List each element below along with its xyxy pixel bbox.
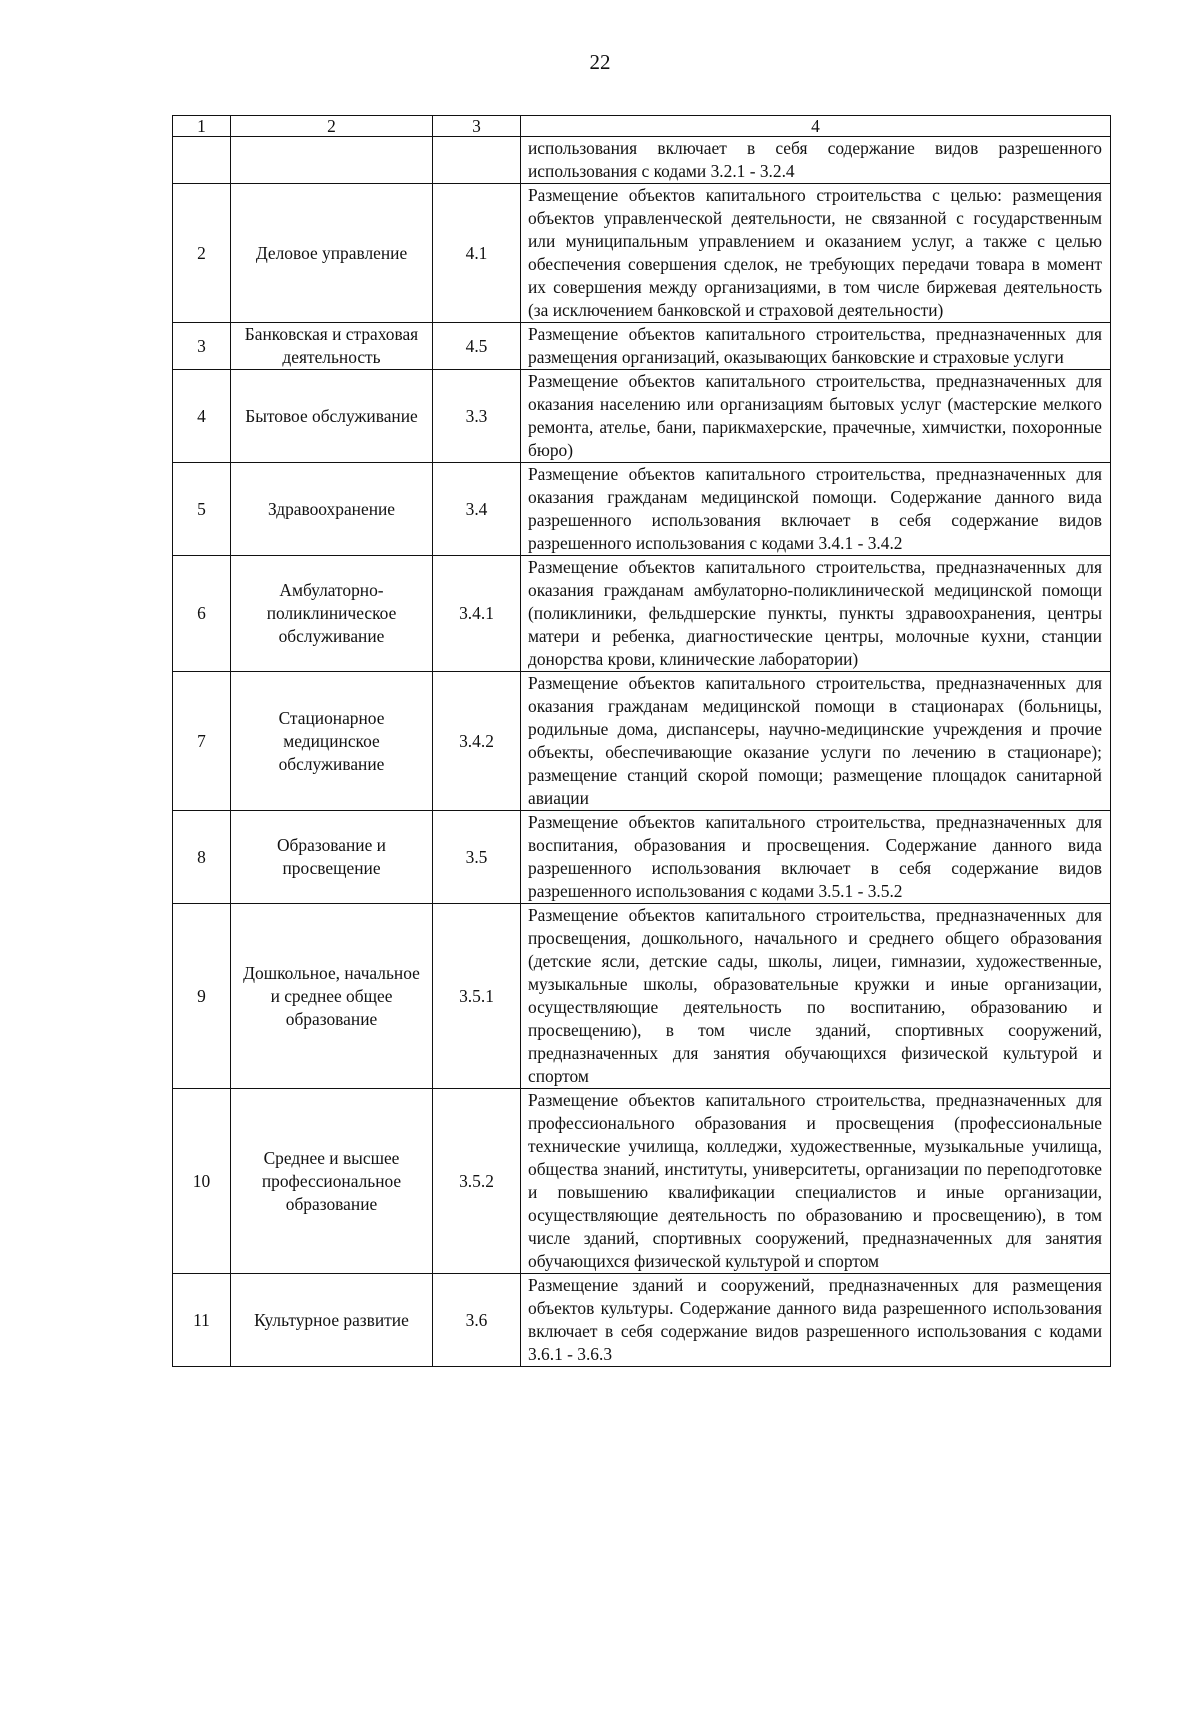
row-code: 3.5 <box>433 811 521 904</box>
row-description: Размещение объектов капитального строительства, предназначенных для просвещения, дошкольного, начального и среднего общего образования (детские ясли, детские сады, школы, лицеи, гимназии, художественные, музыкальные школы, образовательные кружки и иные организации, осуществляющие деятельность по воспитанию, образованию и просвещению), в том числе зданий, спортивных сооружений, предназначенных для занятия обучающихся физической культурой и спортом <box>521 904 1111 1089</box>
row-number: 2 <box>173 184 231 323</box>
row-number: 11 <box>173 1274 231 1367</box>
table-row <box>173 1274 1111 1367</box>
row-number: 10 <box>173 1089 231 1274</box>
row-name: Образование и просвещение <box>231 811 433 904</box>
row-number: 3 <box>173 323 231 370</box>
table-row <box>173 672 1111 811</box>
row-number: 9 <box>173 904 231 1089</box>
header-row <box>173 116 1111 137</box>
header-col-4: 4 <box>521 116 1111 137</box>
row-code: 4.5 <box>433 323 521 370</box>
table-row <box>173 1089 1111 1274</box>
header-col-1: 1 <box>173 116 231 137</box>
row-description: Размещение объектов капитального строительства, предназначенных для оказания гражданам медицинской помощи в стационарах (больницы, родильные дома, диспансеры, научно-медицинские учреждения и прочие объекты, обеспечивающие оказание услуги по лечению в стационаре); размещение станций скорой помощи; размещение площадок санитарной авиации <box>521 672 1111 811</box>
land-use-table <box>172 115 1111 1367</box>
row-name <box>231 137 433 184</box>
row-description: Размещение объектов капитального строительства, предназначенных для воспитания, образования и просвещения. Содержание данного вида разрешенного использования включает в себя содержание видов разрешенного использования с кодами 3.5.1 - 3.5.2 <box>521 811 1111 904</box>
table-row <box>173 811 1111 904</box>
row-code: 3.4.2 <box>433 672 521 811</box>
table-row <box>173 556 1111 672</box>
header-col-3: 3 <box>433 116 521 137</box>
row-number <box>173 137 231 184</box>
row-code: 4.1 <box>433 184 521 323</box>
row-code <box>433 137 521 184</box>
row-name: Амбулаторно-поликлиническое обслуживание <box>231 556 433 672</box>
row-name: Бытовое обслуживание <box>231 370 433 463</box>
row-number: 6 <box>173 556 231 672</box>
row-code: 3.4 <box>433 463 521 556</box>
row-description: Размещение объектов капитального строительства, предназначенных для оказания гражданам медицинской помощи. Содержание данного вида разрешенного использования включает в себя содержание видов разрешенного использования с кодами 3.4.1 - 3.4.2 <box>521 463 1111 556</box>
row-description: Размещение зданий и сооружений, предназначенных для размещения объектов культуры. Содержание данного вида разрешенного использования включает в себя содержание видов разрешенного использования с кодами 3.6.1 - 3.6.3 <box>521 1274 1111 1367</box>
row-name: Культурное развитие <box>231 1274 433 1367</box>
table-row <box>173 184 1111 323</box>
row-name: Среднее и высшее профессиональное образование <box>231 1089 433 1274</box>
row-name: Банковская и страховая деятельность <box>231 323 433 370</box>
row-number: 7 <box>173 672 231 811</box>
page-number: 22 <box>589 50 611 74</box>
row-description: Размещение объектов капитального строительства, предназначенных для оказания гражданам амбулаторно-поликлинической медицинской помощи (поликлиники, фельдшерские пункты, пункты здравоохранения, центры матери и ребенка, диагностические центры, молочные кухни, станции донорства крови, клинические лаборатории) <box>521 556 1111 672</box>
row-code: 3.3 <box>433 370 521 463</box>
row-code: 3.4.1 <box>433 556 521 672</box>
table-row <box>173 904 1111 1089</box>
row-code: 3.5.1 <box>433 904 521 1089</box>
row-description: Размещение объектов капитального строительства, предназначенных для размещения организаций, оказывающих банковские и страховые услуги <box>521 323 1111 370</box>
row-number: 5 <box>173 463 231 556</box>
row-description: использования включает в себя содержание видов разрешенного использования с кодами 3.2.1 - 3.2.4 <box>521 137 1111 184</box>
row-name: Стационарное медицинское обслуживание <box>231 672 433 811</box>
row-name: Деловое управление <box>231 184 433 323</box>
table-row <box>173 463 1111 556</box>
table-row <box>173 370 1111 463</box>
row-description: Размещение объектов капитального строительства с целью: размещения объектов управленческой деятельности, не связанной с государственным или муниципальным управлением и оказанием услуг, а также с целью обеспечения совершения сделок, не требующих передачи товара в момент их совершения между организациями, в том числе биржевая деятельность (за исключением банковской и страховой деятельности) <box>521 184 1111 323</box>
table-row <box>173 323 1111 370</box>
row-description: Размещение объектов капитального строительства, предназначенных для оказания населению или организациям бытовых услуг (мастерские мелкого ремонта, ателье, бани, парикмахерские, прачечные, химчистки, похоронные бюро) <box>521 370 1111 463</box>
row-code: 3.6 <box>433 1274 521 1367</box>
row-description: Размещение объектов капитального строительства, предназначенных для профессионального образования и просвещения (профессиональные технические училища, колледжи, художественные, музыкальные училища, общества знаний, институты, университеты, организации по переподготовке и повышению квалификации специалистов и иные организации, осуществляющие деятельность по образованию и просвещению), в том числе зданий, спортивных сооружений, предназначенных для занятия обучающихся физической культурой и спортом <box>521 1089 1111 1274</box>
row-number: 4 <box>173 370 231 463</box>
table-row <box>173 137 1111 184</box>
row-number: 8 <box>173 811 231 904</box>
header-col-2: 2 <box>231 116 433 137</box>
row-name: Дошкольное, начальное и среднее общее образование <box>231 904 433 1089</box>
row-name: Здравоохранение <box>231 463 433 556</box>
row-code: 3.5.2 <box>433 1089 521 1274</box>
